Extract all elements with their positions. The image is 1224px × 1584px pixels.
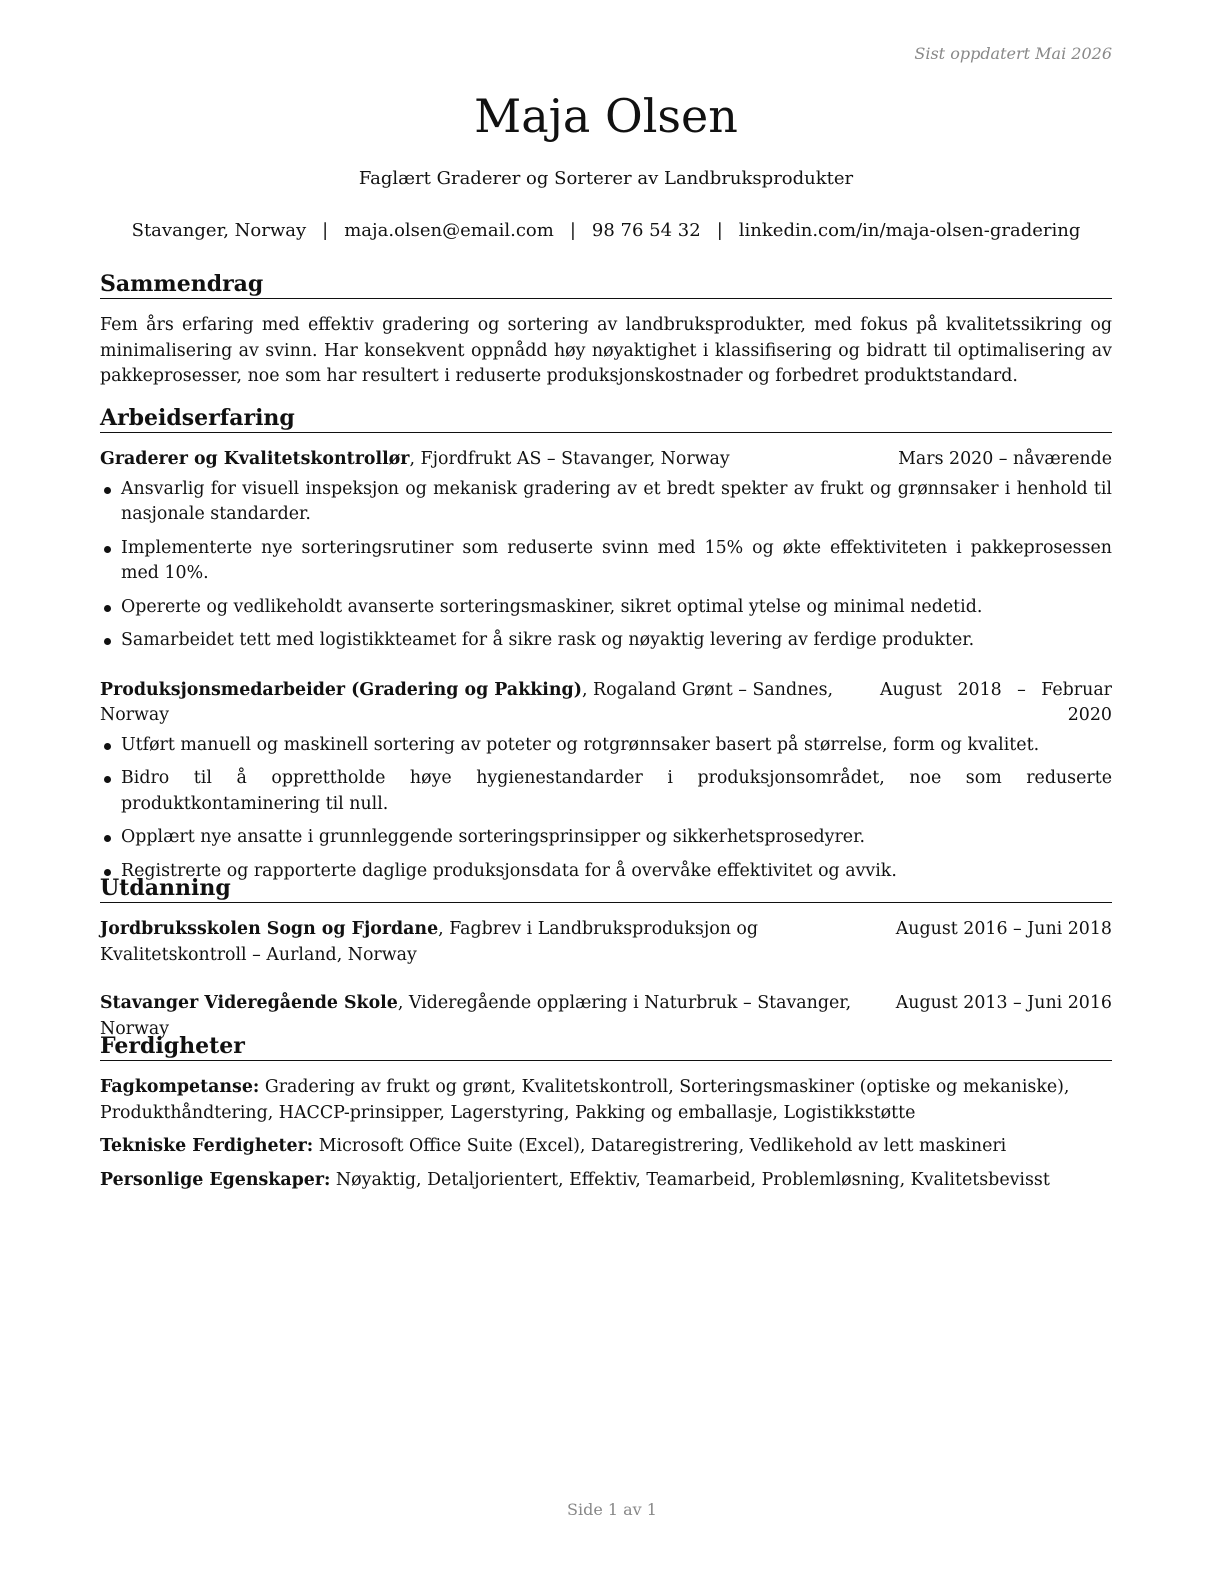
summary-section [100,270,1112,390]
education-dates: August 2013 – Juni 2016 [895,993,1112,1013]
page-number: Side 1 av 1 [567,1500,657,1519]
skill-label: Personlige Egenskaper: [100,1169,331,1190]
list-item: Ansvarlig for visuell inspeksjon og mekanisk gradering av et bredt spekter av frukt og grønnsaker i henhold til nasjonale standarder. [100,477,1112,528]
job-dates: August 2018 – Februar 2020 [880,679,1112,725]
contact-line [100,219,1112,243]
job-entry [100,447,1112,654]
education-school-line [100,917,878,968]
person-name: Maja Olsen [474,89,738,143]
skill-row [100,1168,1112,1194]
job-title: Faglært Graderer og Sorterer av Landbruksprodukter [358,168,854,189]
skill-label: Tekniske Ferdigheter: [100,1136,314,1156]
list-item: Bidro til å opprettholde høye hygienestandarder i produksjonsområdet, noe som reduserte produktkontaminering til null. [100,766,1112,817]
job-dates: Mars 2020 – nåværende [898,449,1112,469]
job-role-line [100,447,888,473]
contact-location: Stavanger, Norway [131,220,307,241]
contact-separator: | [569,220,576,241]
list-item: Registrerte og rapporterte daglige produksjonsdata for å overvåke effektivitet og avvik. [100,859,1112,885]
contact-email[interactable]: maja.olsen@email.com [344,220,554,241]
skill-text: Gradering av frukt og grønt, Kvalitetskontroll, Sorteringsmaskiner (optiske og mekaniske), Produkthåndtering, HACCP-prinsipper, Lagerstyring, Pakking og emballasje, Logistikkstøtte [100,1077,1070,1123]
education-school: Jordbruksskolen Sogn og Fjordane [100,919,439,939]
list-item: Utført manuell og maskinell sortering av poteter og rotgrønnsaker basert på størrelse, form og kvalitet. [100,733,1112,759]
summary-text: Fem års erfaring med effektiv gradering og sortering av landbruksprodukter, med fokus på kvalitetssikring og minimalisering av svinn. Har konsekvent oppnådd høy nøyaktighet i klassifisering og bidratt til optimalisering av pakkeprosesser, noe som har resultert i reduserte produksjonskostnader og forbedret produktstandard. [100,315,1112,386]
job-company: , Fjordfrukt AS – Stavanger, Norway [409,449,730,469]
job-bullets [100,477,1112,654]
last-updated: Sist oppdatert Mai 2026 [914,44,1112,63]
education-school: Stavanger Videregående Skole [100,993,398,1013]
education-detail: , Videregående opplæring i Naturbruk – Stavanger, Norway [100,993,852,1039]
education-entry [100,917,1112,968]
skill-label: Fagkompetanse: [100,1077,260,1097]
job-header [100,678,1112,729]
contact-linkedin[interactable]: linkedin.com/in/maja-olsen-gradering [738,220,1081,241]
contact-phone: 98 76 54 32 [591,220,701,241]
section-title-summary: Sammendrag [100,270,1112,299]
job-entry [100,678,1112,885]
section-title-skills: Ferdigheter [100,1032,1112,1061]
job-company: , Rogaland Grønt – Sandnes, Norway [100,679,834,725]
skills-section [100,1032,1112,1193]
contact-separator: | [716,220,723,241]
job-bullets [100,733,1112,885]
skill-row [100,1134,1112,1160]
skill-text: Microsoft Office Suite (Excel), Dataregistrering, Vedlikehold av lett maskineri [313,1136,1007,1156]
job-header [100,447,1112,473]
education-detail: , Fagbrev i Landbruksproduksjon og Kvalitetskontroll – Aurland, Norway [100,919,759,965]
education-dates: August 2016 – Juni 2018 [895,919,1112,939]
section-title-education: Utdanning [100,874,1112,903]
experience-section [100,404,1112,892]
list-item: Opererte og vedlikeholdt avanserte sorteringsmaskiner, sikret optimal ytelse og minimal nedetid. [100,595,1112,621]
job-role: Graderer og Kvalitetskontrollør [100,449,410,469]
section-title-experience: Arbeidserfaring [100,404,1112,433]
list-item: Samarbeidet tett med logistikkteamet for å sikre rask og nøyaktig levering av ferdige produkter. [100,628,1112,654]
skill-text: Nøyaktig, Detaljorientert, Effektiv, Teamarbeid, Problemløsning, Kvalitetsbevisst [330,1169,1050,1190]
skill-row [100,1075,1112,1126]
job-role-line [100,678,870,729]
education-section [100,874,1112,1042]
list-item: Opplært nye ansatte i grunnleggende sorteringsprinsipper og sikkerhetsprosedyrer. [100,825,1112,851]
list-item: Implementerte nye sorteringsrutiner som reduserte svinn med 15% og økte effektiviteten i pakkeprosessen med 10%. [100,536,1112,587]
job-role: Produksjonsmedarbeider (Gradering og Pakking) [100,679,582,700]
contact-separator: | [322,220,329,241]
